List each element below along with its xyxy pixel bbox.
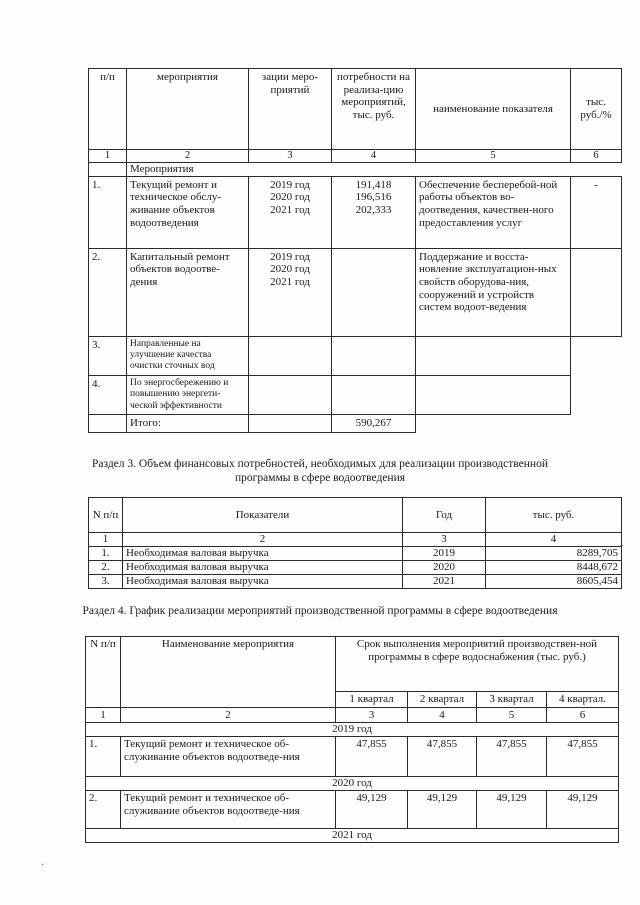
table-row (86, 737, 619, 777)
section-3-title: Раздел 3. Объем финансовых потребностей, необходимых для реализации производственной программы в сфере водоотведения (92, 458, 548, 485)
indicator-name: Поддержание и восста-новление эксплуатацион-ных свойств оборудова-ния, сооружений и устройств систем водоот-ведения (416, 248, 571, 336)
measure-years: 2019 год 2020 год 2021 год (249, 176, 332, 248)
year-label: 2019 год (86, 723, 619, 737)
year-row (86, 777, 619, 791)
margin-mark: - (620, 540, 624, 551)
row-number: 2. (86, 791, 121, 829)
row-number: 3. (89, 575, 123, 589)
header-cell: Наименование мероприятия (121, 637, 336, 708)
header-cell: мероприятия (127, 69, 249, 150)
table-row (89, 575, 622, 589)
row-number: 1. (89, 176, 127, 248)
amount: 8605,454 (486, 575, 622, 589)
column-number: 6 (547, 707, 619, 723)
measure-name: Капитальный ремонт объектов водоотве-дения (127, 248, 249, 336)
column-number: 3 (403, 533, 486, 547)
table-header-row (89, 69, 622, 150)
column-number: 4 (486, 533, 622, 547)
year-row (86, 723, 619, 737)
column-number: 3 (336, 707, 408, 723)
empty-cell (332, 336, 416, 375)
column-number-row (89, 533, 622, 547)
indicator-value (571, 248, 622, 336)
empty-cell (332, 375, 416, 414)
section-row (89, 163, 622, 177)
column-number: 4 (408, 707, 477, 723)
empty-cell (249, 414, 332, 432)
table-header-row (89, 498, 622, 533)
indicator-value: - (571, 176, 622, 248)
header-cell: п/п (89, 69, 127, 150)
measure-name: Направленные на улучшение качества очистки сточных вод (127, 336, 249, 375)
empty-cell (416, 375, 571, 414)
margin-mark: · (41, 860, 45, 871)
measures-table (88, 68, 622, 433)
empty-cell (571, 375, 622, 414)
measure-amounts: 191,418 196,516 202,333 (332, 176, 416, 248)
measure-name: Текущий ремонт и техническое обслу-живание объектов водоотведения (127, 176, 249, 248)
empty-cell (571, 414, 622, 432)
column-number: 4 (332, 150, 416, 163)
quarter-header: 4 квартал. (547, 692, 619, 708)
header-cell: Показатели (123, 498, 403, 533)
header-cell: N п/п (86, 637, 121, 708)
table-header-row (86, 637, 619, 692)
schedule-table (85, 636, 619, 843)
section-label: Мероприятия (127, 163, 622, 177)
quarter-header: 1 квартал (336, 692, 408, 708)
table-row (89, 561, 622, 575)
column-number: 5 (477, 707, 547, 723)
header-cell: тыс. руб./% (571, 69, 622, 150)
column-number: 1 (89, 533, 123, 547)
column-number: 3 (249, 150, 332, 163)
amount: 8289,705 (486, 547, 622, 561)
header-cell: Год (403, 498, 486, 533)
year: 2019 (403, 547, 486, 561)
year: 2021 (403, 575, 486, 589)
amount: 8448,672 (486, 561, 622, 575)
header-cell: потребности на реализа-цию мероприятий, тыс. руб. (332, 69, 416, 150)
table-row (89, 336, 622, 375)
quarter-value: 49,129 (477, 791, 547, 829)
quarter-value: 47,855 (336, 737, 408, 777)
empty-cell (416, 414, 571, 432)
column-number-row (86, 707, 619, 723)
quarter-header: 3 квартал (477, 692, 547, 708)
header-cell: тыс. руб. (486, 498, 622, 533)
measure-years: 2019 год 2020 год 2021 год (249, 248, 332, 336)
indicator-name: Обеспечение бесперебой-ной работы объектов во-доотведения, качествен-ного предоставления услуг (416, 176, 571, 248)
measure-name: Текущий ремонт и техническое об-служивание объектов водоотведе-ния (121, 791, 336, 829)
empty-cell (249, 375, 332, 414)
header-cell: наименование показателя (416, 69, 571, 150)
header-cell: зации меро-приятий (249, 69, 332, 150)
year-row (86, 829, 619, 843)
measure-name: Текущий ремонт и техническое об-служивание объектов водоотведе-ния (121, 737, 336, 777)
header-cell: N п/п (89, 498, 123, 533)
table-row (89, 375, 622, 414)
column-number: 1 (89, 150, 127, 163)
empty-cell (416, 336, 571, 375)
row-number: 2. (89, 248, 127, 336)
total-value: 590,267 (332, 414, 416, 432)
table-row (86, 791, 619, 829)
row-number: 4. (89, 375, 127, 414)
row-number: 2. (89, 561, 123, 575)
column-number: 5 (416, 150, 571, 163)
quarter-value: 47,855 (477, 737, 547, 777)
column-number: 2 (121, 707, 336, 723)
column-number: 2 (123, 533, 403, 547)
section-4-title: Раздел 4. График реализации мероприятий производственной программы в сфере водоотведения (82, 605, 558, 617)
column-number: 6 (571, 150, 622, 163)
empty-cell (89, 414, 127, 432)
quarter-value: 47,855 (547, 737, 619, 777)
empty-cell (249, 336, 332, 375)
row-number: 1. (89, 547, 123, 561)
total-label: Итого: (127, 414, 249, 432)
table-row (89, 176, 622, 248)
year-label: 2021 год (86, 829, 619, 843)
header-cell: Срок выполнения мероприятий производствен-ной программы в сфере водоснабжения (тыс. руб.) (336, 637, 619, 692)
quarter-value: 49,129 (336, 791, 408, 829)
column-number: 1 (86, 707, 121, 723)
indicator-name: Необходимая валовая выручка (123, 575, 403, 589)
row-number: 3. (89, 336, 127, 375)
total-row (89, 414, 622, 432)
indicator-name: Необходимая валовая выручка (123, 547, 403, 561)
quarter-value: 47,855 (408, 737, 477, 777)
table-row (89, 248, 622, 336)
column-number: 2 (127, 150, 249, 163)
quarter-value: 49,129 (547, 791, 619, 829)
row-number: 1. (86, 737, 121, 777)
measure-amounts (332, 248, 416, 336)
year-label: 2020 год (86, 777, 619, 791)
empty-cell (89, 163, 127, 177)
measure-name: По энергосбережению и повышению энергети-ческой эффективности (127, 375, 249, 414)
year: 2020 (403, 561, 486, 575)
financial-needs-table (88, 497, 622, 589)
empty-cell (571, 336, 622, 375)
table-row (89, 547, 622, 561)
quarter-header: 2 квартал (408, 692, 477, 708)
indicator-name: Необходимая валовая выручка (123, 561, 403, 575)
column-number-row (89, 150, 622, 163)
quarter-value: 49,129 (408, 791, 477, 829)
